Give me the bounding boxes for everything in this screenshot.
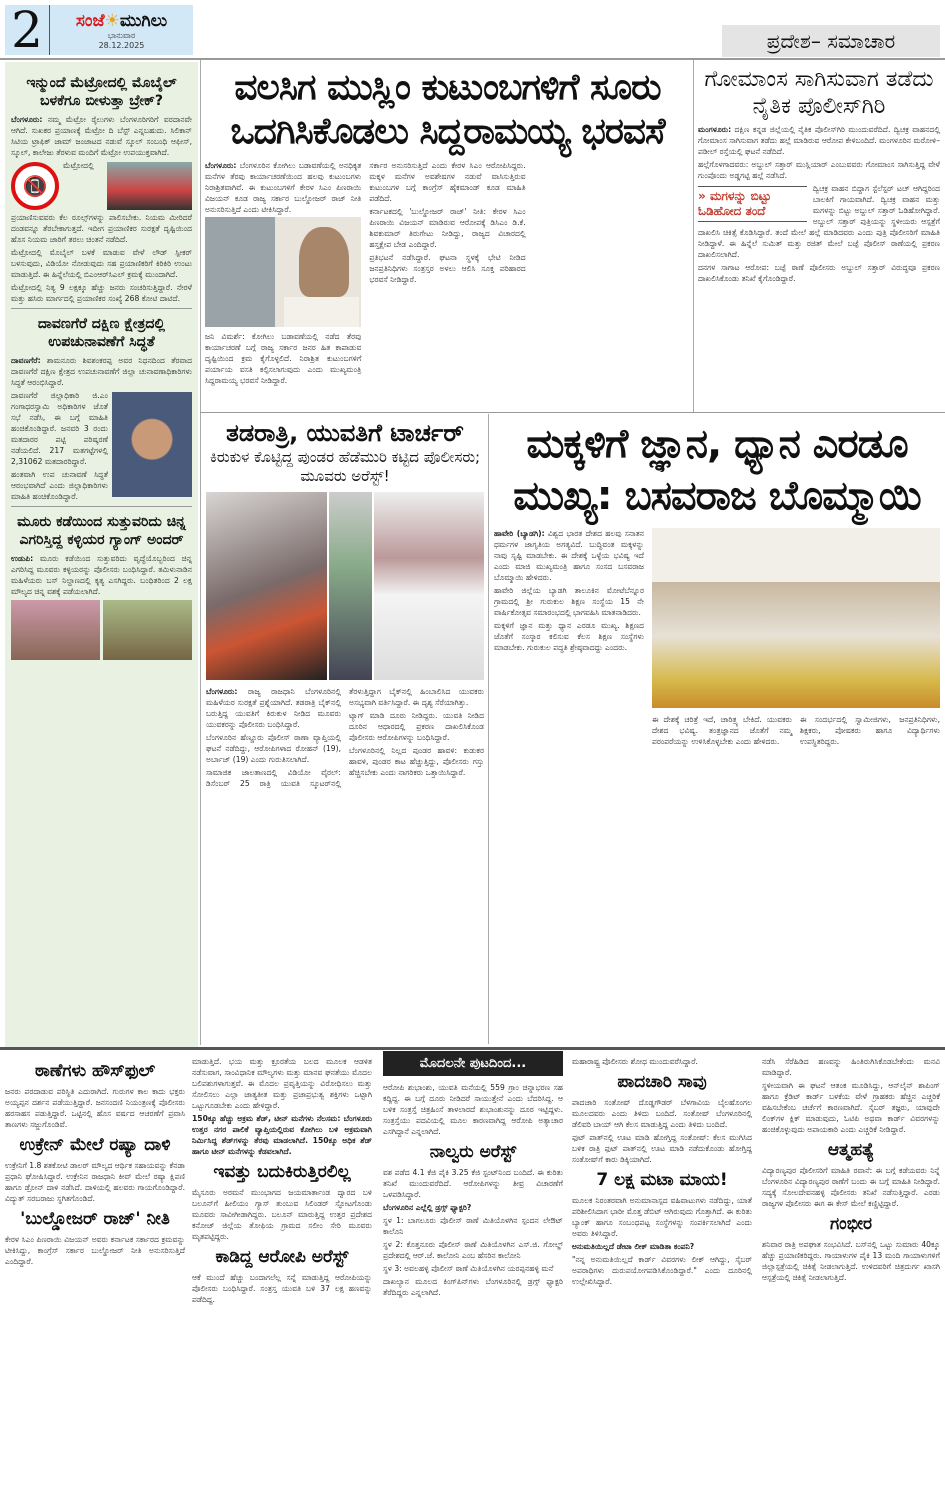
udupi-body: ಮೂರು ಕಡೆಯಿಂದ ಸುತ್ತುವರಿದು ವೃದ್ಧೆಯೊಬ್ಬರಿಂದ ಚಿನ್ನ ಎಗರಿಸಿದ್ದ ಮೂವರು ಕಳ್ಳಿಯರನ್ನು ಪೊಲೀಸರು ಬಂಧಿಸಿದ್ದಾರೆ. ತಮಿಳುನಾಡಿನ ಮಹಿಳೆಯರು ಬಸ್ ನಿಲ್ದಾಣದಲ್ಲಿ ಕೃತ್ಯ ಎಸಗಿದ್ದರು. ಬಂಧಿತರಿಂದ 2 ಲಕ್ಷ ಮೌಲ್ಯದ ಚಿನ್ನ ವಶಕ್ಕೆ ಪಡೆಯಲಾಗಿದೆ. <box>11 554 193 596</box>
bottom-col-4 <box>572 1056 752 1488</box>
harassment-body: ಬೆಂಗಳೂರಿನಲ್ಲಿ ನಿಲ್ಲದ ಪುಂಡರ ಹಾವಳಿ: ಕುಡುಕರ ಹಾವಳಿ, ಪುಂಡರ ಕಾಟ ಹೆಚ್ಚುತ್ತಿದ್ದು, ಪೊಲೀಸರು ಗಸ್ತು ಹೆಚ್ಚಿಸಬೇಕು ಎಂದು ನಾಗರಿಕರು ಒತ್ತಾಯಿಸಿದ್ದಾರೆ. <box>349 746 484 777</box>
column-divider <box>200 60 201 1045</box>
right-story-body: ದಕ್ಷಿಣ ಕನ್ನಡ ಜಿಲ್ಲೆಯಲ್ಲಿ ನೈತಿಕ ಪೊಲೀಸ್‌ಗಿರಿ ಮುಂದುವರೆದಿದೆ. ದ್ವಿಚಕ್ರ ವಾಹನದಲ್ಲಿ ಗೋಮಾಂಸ ಸಾಗಿಸುವಾಗ ತಡೆದು ಹಲ್ಲೆ ಮಾಡಿರುವ ಆರೋಪ ಕೇಳಿಬಂದಿದೆ. ಮಂಗಳೂರಿನ ಮರೋಳಿ–ಪಡೀಲ್ ರಸ್ತೆಯಲ್ಲಿ ಘಟನೆ ನಡೆದಿದೆ. <box>698 125 940 156</box>
column-divider <box>488 414 489 1044</box>
four-arrested-headline: ನಾಲ್ವರು ಅರೆಸ್ಟ್ <box>429 1142 517 1162</box>
column-divider <box>693 60 694 412</box>
cm-siddaramaiah-photo <box>205 217 361 327</box>
article-body: ವಿದ್ಯಾರಣ್ಯಪುರ ಪೊಲೀಸರಿಗೆ ಮಾಹಿತಿ ರವಾನೆ: ಈ ಬಗ್ಗೆ ಕಡೆಯವರು ನಿನ್ನೆ ಬೆಂಗಳೂರಿನ ವಿದ್ಯಾರಣ್ಯಪುರ ಠಾಣೆಗೆ ಬಂದು ಈ ಬಗ್ಗೆ ಮಾಹಿತಿ ನೀಡಿದ್ದಾರೆ. ಸದ್ಯಕ್ಕೆ ಸೋಲದೇವನಹಳ್ಳಿ ಪೊಲೀಸರು ತನಿಖೆ ನಡೆಸುತ್ತಿದ್ದಾರೆ. ಎರಡು ರಾಜ್ಯಗಳ ಪೊಲೀಸರು ಈಗ ಈ ಕೇಸ್ ಮೇಲೆ ಕಣ್ಣಿಟ್ಟಿದ್ದಾರೆ. <box>762 1166 940 1208</box>
right-story-body: ಹಲ್ಲೆಗೊಳಗಾದವರು: ಅಬ್ದುಲ್ ಸತ್ತಾರ್ ಮುಸ್ಲಿಯಾರ್ ಎಂಬುವವರು ಗೋಮಾಂಸ ಸಾಗಿಸುತ್ತಿದ್ದ ವೇಳೆ ಗುಂಪೊಂದು ಅಡ್ಡಗಟ್ಟಿ ಹಲ್ಲೆ ನಡೆಸಿದೆ. <box>698 160 940 180</box>
article-body: ನಡೆಸಿ ಸೆರೆಹಿಡಿದ ಹಣವನ್ನು ಹಿಂತಿರುಗಿಸಿಕೊಡಬೇಕೆಂದು ಮನವಿ ಮಾಡಿದ್ದಾರೆ. <box>762 1057 940 1077</box>
subheading: ಬೆಂಗಳೂರಿನ ಎಲ್ಲೆಲ್ಲಿ ಡ್ರಗ್ಸ್ ಫ್ಯಾಕ್ಟರಿ? <box>383 1203 472 1212</box>
article-body: ಮಹಾರಾಷ್ಟ್ರ ಪೊಲೀಸರು ಶೋಧ ಮುಂದುವರೆಸಿದ್ದಾರೆ. <box>572 1057 698 1066</box>
dateline: ಮಂಗಳೂರು: <box>698 125 732 134</box>
continued-banner: ಮೊದಲನೇ ಪುಟದಿಂದ... <box>383 1051 563 1076</box>
bulldozer-headline: 'ಬುಲ್ಡೋಜರ್ ರಾಜ್' ನೀತಿ <box>20 1209 170 1229</box>
list-item: ಸ್ಥಳ 2: ಕೊತ್ತನೂರು ಪೊಲೀಸ್ ಠಾಣೆ ಮಿತಿಯೊಳಗಿನ ಎಸ್.ಜಿ. ಗೋಲ್ಡ್ ಪ್ರದೇಶದಲ್ಲಿ ಆರ್.ಜೆ. ಕಾಲೋನಿ ಎಂಬ ಹೆಸರಿನ ಕಾಲೋನಿ <box>383 1240 563 1260</box>
article-body: ಆಕೆ ಮುಂದೆ ಹೆಚ್ಚು ಬಂದಾಗಲೆಲ್ಲ ಸನ್ನೆ ಮಾಡುತ್ತಿದ್ದ ಆರೋಪಿಯನ್ನು ಪೊಲೀಸರು ಬಂಧಿಸಿದ್ದಾರೆ. ಸಂತ್ರಸ್ತ ಯುವತಿ ಬಳಿ 37 ಲಕ್ಷ ಹಣವನ್ನು ಪಡೆದಿದ್ದ. <box>192 1273 372 1304</box>
accused-photos <box>11 600 192 660</box>
page-number: 2 <box>5 5 50 55</box>
bommai-headline-1: ಮಕ್ಕಳಿಗೆ ಜ್ಞಾನ, ಧ್ಯಾನ ಎರಡೂ <box>526 421 908 467</box>
bottom-col-2 <box>192 1056 372 1488</box>
bommai-body: ಈ ದೇಶಕ್ಕೆ ಚರಿತ್ರೆ ಇದೆ, ಚಾರಿತ್ರ್ಯ ಬೇಕಿದೆ. ಯುವಕರು ದೇಶದ ಭವಿಷ್ಯ. ತಂತ್ರಜ್ಞಾನದ ಜೊತೆಗೆ ನಮ್ಮ ಪರಂಪರೆಯನ್ನು ಉಳಿಸಿಕೊಳ್ಳಬೇಕು ಎಂದು ಹೇಳಿದರು. <box>652 715 792 746</box>
bottom-col-5 <box>762 1056 940 1488</box>
serious-headline: ಗಂಭೀರ <box>829 1214 873 1234</box>
article-body: ವಶ ಪಡೆದ 4.1 ಕೆಜಿ ಪೈಕಿ 3.25 ಕೆಜಿ ಸ್ಟಂಟ್‌ನಿಂದ ಬಂದಿದೆ. ಈ ಕುರಿತು ತನಿಖೆ ಮುಂದುವರೆದಿದೆ. ಆರೋಪಿಗಳನ್ನು ತೀವ್ರ ವಿಚಾರಣೆಗೆ ಒಳಪಡಿಸಿದ್ದಾರೆ. <box>383 1168 563 1199</box>
udupi-headline: ಮೂರು ಕಡೆಯಿಂದ ಸುತ್ತುವರಿದು ಚಿನ್ನ ಎಗರಿಸ್ತಿದ್ದ ಕಳ್ಳಿಯರ ಗ್ಯಾಂಗ್ ಅಂದರ್ <box>17 514 186 548</box>
pedestrian-death-headline: ಪಾದಚಾರಿ ಸಾವು <box>617 1072 707 1092</box>
harassment-subhead: ಕಿರುಕುಳ ಕೊಟ್ಟಿದ್ದ ಪುಂಡರ ಹೆಡೆಮುರಿ ಕಟ್ಟಿದ ಪೊಲೀಸರು; ಮೂವರು ಅರೆಸ್ಟ್! <box>209 448 481 485</box>
metro-headline: ಇನ್ಮುಂದೆ ಮೆಟ್ರೋದಲ್ಲಿ ಮೊಬೈಲ್ ಬಳಕೆಗೂ ಬೀಳುತ್ತಾ ಬ್ರೇಕ್? <box>26 75 177 109</box>
subheading: ಅನುಮತಿಯಿಲ್ಲದೆ ಡೇಟಾ ಲೀಕ್ ಮಾಡಿತಾ ಕಂಪನಿ? <box>572 1242 695 1251</box>
article-body: ಸ್ಥಳೀಯವಾಗಿ ಈ ಘಟನೆ ಆತಂಕ ಮೂಡಿಸಿದ್ದು, ಆನ್‌ಲೈನ್ ಶಾಪಿಂಗ್ ಹಾಗೂ ಕ್ರೆಡಿಟ್ ಕಾರ್ಡ್ ಬಳಕೆಯ ವೇಳೆ ಗ್ರಾಹಕರು ಹೆಚ್ಚಿನ ಎಚ್ಚರಿಕೆ ವಹಿಸಬೇಕೆಂಬ ಚರ್ಚೆಗೆ ಕಾರಣವಾಗಿದೆ. ಸೈಬರ್ ತಜ್ಞರು, ಯಾವುದೇ ಲಿಂಕ್‌ಗಳ ಕ್ಲಿಕ್ ಮಾಡುವುದು, ಓಟಿಪಿ ಅಥವಾ ಕಾರ್ಡ್ ವಿವರಗಳನ್ನು ಹಂಚಿಕೊಳ್ಳುವುದು ಅಪಾಯಕಾರಿ ಎಂದು ಎಚ್ಚರಿಕೆ ನೀಡಿದ್ದಾರೆ. <box>762 1081 940 1134</box>
harassment-body: ಬೆಂಗಳೂರಿನ ಹೆಣ್ಣೂರು ಪೊಲೀಸ್ ಠಾಣಾ ವ್ಯಾಪ್ತಿಯಲ್ಲಿ ಘಟನೆ ನಡೆದಿದ್ದು, ಆರೋಪಿಗಳಾದ ರೋಹನ್ (19), ಅರ್ಬಾಜ್ (19) ಎಂದು ಗುರುತಿಸಲಾಗಿದೆ. <box>206 733 341 764</box>
brand-name-a: ಸಂಜೆ <box>75 10 105 31</box>
top-story-body: ಬೆಂಗಳೂರಿನ ಕೋಗಿಲು ಬಡಾವಣೆಯಲ್ಲಿ ಅನಧಿಕೃತ ಮನೆಗಳ ತೆರವು ಕಾರ್ಯಾಚರಣೆಯಿಂದ ಹಲವು ಕುಟುಂಬಗಳು ನಿರಾಶ್ರಿತವಾಗಿವೆ. ಈ ಕುಟುಂಬಗಳಿಗೆ ಕೇರಳ ಸಿಎಂ ಪಿಣರಾಯಿ ವಿಜಯನ್ ಕೂಡ ರಾಜ್ಯ ಸರ್ಕಾರ ಬುಲ್ಡೋಜರ್ ರಾಜ್ ನೀತಿ ಅನುಸರಿಸುತ್ತಿದೆ ಎಂದು ಟೀಕಿಸಿದ್ದಾರೆ. <box>205 161 362 214</box>
davanagere-body: ಶಾಮನೂರು ಶಿವಶಂಕರಪ್ಪ ಅವರ ನಿಧನದಿಂದ ತೆರವಾದ ದಾವಣಗೆರೆ ದಕ್ಷಿಣ ಕ್ಷೇತ್ರದ ಉಪಚುನಾವಣೆಗೆ ಜಿಲ್ಲಾ ಚುನಾವಣಾಧಿಕಾರಿಗಳು ಸಿದ್ಧತೆ ಆರಂಭಿಸಿದ್ದಾರೆ. <box>11 356 192 387</box>
article-body: ಮೂಲಕ ನಿರಂತರವಾಗಿ ಅನುಮಾನಾಸ್ಪದ ವಹಿವಾಟುಗಳು ನಡೆದಿದ್ದು, ಯಾತೆ ಪರಿಶೀಲಿಸಿದಾಗ ಭಾರೀ ಮೊತ್ತ ಡೆಬಿಟ್ ಆಗಿರುವುದು ಗೊತ್ತಾಗಿದೆ. ಈ ಕುರಿತು ಬ್ಯಾಂಕ್ ಹಾಗೂ ಸಂಬಂಧಪಟ್ಟ ಸಂಸ್ಥೆಗಳನ್ನು ಸಂಪರ್ಕಿಸಲಾಗಿದೆ ಎಂದು ಅವರು ತಿಳಿಸಿದ್ದಾರೆ. <box>572 1196 752 1238</box>
official-photo <box>112 392 192 497</box>
list-item: ಸ್ಥಳ 1: ಬಾಗಲೂರು ಪೊಲೀಸ್ ಠಾಣೆ ಮಿತಿಯೊಳಗಿನ ಸ್ಪಂದನ ಲೇಔಟ್ ಕಾಲೊನಿ <box>383 1216 563 1236</box>
harassment-story <box>206 418 484 1043</box>
bommai-body: ಹಾವೇರಿ ಜಿಲ್ಲೆಯ ಬ್ಯಾಡಗಿ ತಾಲೂಕಿನ ಮೋಟೆಬೆನ್ನೂರ ಗ್ರಾಮದಲ್ಲಿ ಶ್ರೀ ಗುರುಕುಲ ಶಿಕ್ಷಣ ಸಂಸ್ಥೆಯ 15 ನೇ ವಾರ್ಷಿಕೋತ್ಸವ ಸಮಾರಂಭದಲ್ಲಿ ಭಾಗವಹಿಸಿ ಮಾತನಾಡಿದರು. <box>494 586 644 617</box>
davanagere-headline: ದಾವಣಗೆರೆ ದಕ್ಷಿಣ ಕ್ಷೇತ್ರದಲ್ಲಿ ಉಪಚುನಾವಣೆಗೆ ಸಿದ್ಧತೆ <box>37 316 166 350</box>
bommai-headline-2: ಮುಖ್ಯ: ಬಸವರಾಜ ಬೊಮ್ಮಾಯಿ <box>513 473 921 519</box>
section-label: ಪ್ರದೇಶ– ಸಮಾಚಾರ <box>722 25 940 57</box>
top-story-body: ಕರ್ನಾಟಕದಲ್ಲಿ 'ಬುಲ್ಡೋಜರ್ ರಾಜ್' ನೀತಿ: ಕೇರಳ ಸಿಎಂ ಪಿಣರಾಯಿ ವಿಜಯನ್ ಮಾಡಿರುವ ಆರೋಪಕ್ಕೆ ಡಿಸಿಎಂ ಡಿ.ಕೆ. ಶಿವಕುಮಾರ್ ತಿರುಗೇಟು ನೀಡಿದ್ದು, ರಾಜ್ಯದ ವಿಚಾರದಲ್ಲಿ ಹಸ್ತಕ್ಷೇಪ ಬೇಡ ಎಂದಿದ್ದಾರೆ. <box>369 207 526 249</box>
top-story <box>205 66 690 411</box>
top-story-body: ಜನಿ ವಿಮರ್ಶೆ: ಕೋಗಿಲು ಬಡಾವಣೆಯಲ್ಲಿ ನಡೆದ ತೆರವು ಕಾರ್ಯಾಚರಣೆ ಬಗ್ಗೆ ರಾಜ್ಯ ಸರ್ಕಾರ ಜನರ ಹಿತ ಕಾಪಾಡುವ ದೃಷ್ಟಿಯಿಂದ ಕ್ರಮ ಕೈಗೊಳ್ಳಲಿದೆ. ನಿರಾಶ್ರಿತ ಕುಟುಂಬಗಳಿಗೆ ಪರ್ಯಾಯ ವಸತಿ ಕಲ್ಪಿಸಲಾಗುವುದು ಎಂದು ಮುಖ್ಯಮಂತ್ರಿ ಸಿದ್ದರಾಮಯ್ಯ ಭರವಸೆ ನೀಡಿದ್ದಾರೆ. <box>205 332 362 385</box>
event-photo <box>652 528 940 708</box>
right-story-body: ದನಗಳ ಸಾಗಾಟ ಆರೋಪ: ಬಜ್ಪೆ ಠಾಣೆ ಪೊಲೀಸರು ಅಬ್ದುಲ್ ಸತ್ತಾರ್ ವಿರುದ್ಧವೂ ಪ್ರಕರಣ ದಾಖಲಿಸಿಕೊಂಡು ತನಿಖೆ ಕೈಗೊಂಡಿದ್ದಾರೆ. <box>698 263 940 283</box>
top-story-headline-1: ವಲಸಿಗ ಮುಸ್ಲಿಂ ಕುಟುಂಬಗಳಿಗೆ ಸೂರು <box>234 67 661 108</box>
article-body: ಉಕ್ರೇನಿಗೆ 1.8 ಶತಕೋಟಿ ಡಾಲರ್ ಮೌಲ್ಯದ ಆರ್ಥಿಕ ಸಹಾಯವನ್ನು ಕೆನಡಾ ಪ್ರಧಾನಿ ಘೋಷಿಸಿದ್ದಾರೆ. ಉಕ್ರೇನಿನ ರಾಜಧಾನಿ ಕೀವ್ ಮೇಲೆ ರಷ್ಯಾ ಕ್ಷಿಪಣಿ ಹಾಗೂ ಡ್ರೋನ್ ದಾಳಿ ನಡೆಸಿದೆ. ದಾಳಿಯಲ್ಲಿ ಹಲವರು ಗಾಯಗೊಂಡಿದ್ದಾರೆ. ವಿದ್ಯುತ್ ಸರಬರಾಜು ಸ್ಥಗಿತಗೊಂಡಿದೆ. <box>5 1161 185 1203</box>
metro-body: ನಮ್ಮ ಮೆಟ್ರೋ ರೈಲುಗಳು ಬೆಂಗಳೂರಿಗರಿಗೆ ವರದಾನವೇ ಆಗಿದೆ. ಸುಖಕರ ಪ್ರಯಾಣಕ್ಕೆ ಮೆಟ್ರೋ ದಿ ಬೆಸ್ಟ್ ಎನ್ನಬಹುದು. ಸಿಲಿಕಾನ್ ಸಿಟಿಯ ಟ್ರಾಫಿಕ್ ಜಾಮ್ ಜಂಜಾಟದ ನಡುವೆ ಸ್ಕೂಲ್ ಸಂಬಂಧಿ ಆಫೀಸ್, ಸ್ಕೂಲ್, ಕಾಲೇಜು ತೆರಳುವ ಮಂದಿಗೆ ಮೆಟ್ರೋ ಉಪಯುಕ್ತವಾಗಿದೆ. <box>11 115 192 157</box>
harassment-headline: ತಡರಾತ್ರಿ, ಯುವತಿಗೆ ಟಾರ್ಚರ್ <box>226 419 464 447</box>
article-body: ಮಾಡುತ್ತಿದೆ. ಭಯ ಮತ್ತು ಕ್ರೂರತೆಯ ಬಲದ ಮೂಲಕ ಆಡಳಿತ ನಡೆಸುವಾಗ, ಸಾಂವಿಧಾನಿಕ ಮೌಲ್ಯಗಳು ಮತ್ತು ಮಾನವ ಘನತೆಯು ಮೊದಲ ಬಲಿಪಶುಗಳಾಗುತ್ತವೆ. ಈ ಮೊದಲ ಪ್ರವೃತ್ತಿಯನ್ನು ವಿರೋಧಿಸಲು ಮತ್ತು ಸೋಲಿಸಲು ಎಲ್ಲಾ ಜಾತ್ಯತೀತ ಮತ್ತು ಪ್ರಜಾಪ್ರಭುತ್ವ ಶಕ್ತಿಗಳು ಒಟ್ಟಾಗಿ ಒಟ್ಟುಗೂಡಬೇಕು ಎಂದು ಹೇಳಿದ್ದಾರೆ. <box>192 1057 372 1110</box>
ukraine-headline: ಉಕ್ರೇನ್ ಮೇಲೆ ರಷ್ಯಾ ದಾಳಿ <box>19 1135 171 1155</box>
right-story-body: ದ್ವಿಚಕ್ರ ವಾಹನ ಬಿದ್ದಾಗ ಸ್ಟೆಲೆಸ್ಟರ್ ಟಚ್ ಆಗಿದ್ದರಿಂದ ಬಾಲಕಿಗೆ ಗಾಯವಾಗಿದೆ. ದ್ವಿಚಕ್ರ ವಾಹನ ಮತ್ತು ಮಗಳನ್ನು ಬಿಟ್ಟು ಅಬ್ದುಲ್ ಸತ್ತಾರ್ ಓಡಿಹೋಗಿದ್ದಾರೆ. ಅಬ್ದುಲ್ ಸತ್ತಾರ್ ಪುತ್ರಿಯನ್ನು ಸ್ಥಳೀಯರು ಆಸ್ಪತ್ರೆಗೆ ದಾಖಲಿಸಿ ಚಿಕಿತ್ಸೆ ಕೊಡಿಸಿದ್ದಾರೆ. ತಂದೆ ಮೇಲೆ ಹಲ್ಲೆ ಮಾಡಿದವರು ಎಂದು ಪುತ್ರಿ ಪೊಲೀಸರಿಗೆ ಮಾಹಿತಿ ನೀಡಿದ್ದಾಳೆ. ಈ ಹಿನ್ನೆಲೆ ಸುಮಿತ್ ಮತ್ತು ರಜಿತ್ ಮೇಲೆ ಬಜ್ಪೆ ಪೊಲೀಸ್ ಠಾಣೆಯಲ್ಲಿ ಪ್ರಕರಣ ದಾಖಲಿಸಲಾಗಿದೆ. <box>698 184 940 259</box>
stations-housefull-headline: ಠಾಣೆಗಳು ಹೌಸ್‌ಫುಲ್ <box>34 1061 156 1081</box>
harassment-body: ಸಾಮಾಜಿಕ ಜಾಲತಾಣದಲ್ಲಿ ವಿಡಿಯೋ ವೈರಲ್: ಡಿಸೆಂಬರ್ 25 ರಾತ್ರಿ ಯುವತಿ ಸ್ಕೂಟರ್‌ನಲ್ಲಿ ತೆರಳುತ್ತಿದ್ದಾಗ ಬೈಕ್‌ನಲ್ಲಿ ಹಿಂಬಾಲಿಸಿದ ಯುವಕರು ಅಸಭ್ಯವಾಗಿ ವರ್ತಿಸಿದ್ದಾರೆ. ಈ ದೃಶ್ಯ ಸೆರೆಯಾಗಿತ್ತು. <box>206 687 484 788</box>
top-story-body: ಪ್ರತಿಭಟನೆ ನಡೆಸಿದ್ದಾರೆ. ಘಟನಾ ಸ್ಥಳಕ್ಕೆ ಭೇಟಿ ನೀಡಿದ ಜನಪ್ರತಿನಿಧಿಗಳು ಸಂತ್ರಸ್ತರ ಅಳಲು ಆಲಿಸಿ ಸೂಕ್ತ ಪರಿಹಾರದ ಭರವಸೆ ನೀಡಿದ್ದಾರೆ. <box>369 253 526 284</box>
right-story <box>698 66 940 411</box>
bottom-col-1 <box>5 1056 185 1488</box>
article-body: ಜನರು ಪರದಾಡುವ ಪರಿಸ್ಥಿತಿ ಎದುರಾಗಿದೆ. ಗುರುಗಳ ಕಾಲ ಕಾದು ಭಕ್ತರು ಅಯ್ಯಪ್ಪನ ದರ್ಶನ ಪಡೆಯುತ್ತಿದ್ದಾರೆ. ಜನಸಂದಣಿ ನಿಯಂತ್ರಣಕ್ಕೆ ಪೊಲೀಸರು ಹರಸಾಹಸ ಪಡುತ್ತಿದ್ದಾರೆ. ಒಟ್ಟಿನಲ್ಲಿ ಹೊಸ ವರ್ಷದ ಆಚರಣೆಗೆ ಪ್ರವಾಸಿ ತಾಣಗಳು ಸಜ್ಜುಗೊಂಡಿವೆ. <box>5 1087 185 1129</box>
chevron-icon: » <box>698 189 710 203</box>
dateline: ಬೆಂಗಳೂರು: <box>205 161 237 170</box>
bommai-body: ಮಕ್ಕಳಿಗೆ ಜ್ಞಾನ ಮತ್ತು ಧ್ಯಾನ ಎರಡೂ ಮುಖ್ಯ. ಶಿಕ್ಷಣದ ಜೊತೆಗೆ ಸಂಸ್ಕಾರ ಕಲಿಸುವ ಕೆಲಸ ಶಿಕ್ಷಣ ಸಂಸ್ಥೆಗಳು ಮಾಡಬೇಕು. ಗುರುಕುಲ ಪದ್ಧತಿ ಶ್ರೇಷ್ಠವಾದದ್ದು ಎಂದರು. <box>494 621 644 652</box>
newspaper-logo <box>50 11 193 50</box>
harassment-photo <box>206 492 484 680</box>
subhead-callout <box>698 186 807 222</box>
section-divider <box>0 1047 945 1050</box>
article-body: ದಾಖಲ್ಯಾನ ಮೂಲದ ಕಿಂಗ್‌ಪಿನ್‌ಗಳು ಬೆಂಗಳೂರಿನಲ್ಲಿ ಡ್ರಗ್ಸ್ ಫ್ಯಾಕ್ಟರಿ ತೆರೆದಿದ್ದರು ಎನ್ನಲಾಗಿದೆ. <box>383 1277 563 1297</box>
issue-date: 28.12.2025 <box>98 40 145 50</box>
alive-headline: ಇವತ್ತು ಬದುಕಿರುತ್ತಿರಲಿಲ್ಲ <box>213 1162 351 1182</box>
davanagere-body: ದಾವಣಗೆರೆ ಜಿಲ್ಲಾಧಿಕಾರಿ ಜಿ.ಎಂ ಗಂಗಾಧರಸ್ವಾಮಿ ಅಧಿಕಾರಿಗಳ ಜೊತೆ ಸಭೆ ನಡೆಸಿ, ಈ ಬಗ್ಗೆ ಮಾಹಿತಿ ಹಂಚಿಕೊಂಡಿದ್ದಾರೆ. ಜನವರಿ 3 ರಂದು ಮತದಾರರ ಪಟ್ಟಿ ಪರಿಷ್ಕರಣೆ ನಡೆಯಲಿದೆ. 217 ಮತಗಟ್ಟೆಗಳಲ್ಲಿ 2,31062 ಮತದಾರರಿದ್ದಾರೆ. <box>11 391 108 466</box>
dateline: ದಾವಣಗೆರೆ: <box>11 356 41 365</box>
left-column <box>5 62 198 1047</box>
list-item: ಸ್ಥಳ 3: ಅವಲಹಳ್ಳಿ ಪೊಲೀಸ್ ಠಾಣೆ ಮಿತಿಯೊಳಗಿನ ಯರಪ್ಪನಹಳ್ಳಿ ಮನೆ <box>383 1264 554 1273</box>
article-body: ಮೈಸೂರು ಅರಮನೆ ಮುಂಭಾಗದ ಜಯಮಾರ್ತಾಂಡ ದ್ವಾರದ ಬಳಿ ಬಲೂನ್‌ಗೆ ಹೀಲಿಯಂ ಗ್ಯಾಸ್ ತುಂಬುವ ಸಿಲಿಂಡರ್ ಸ್ಫೋಟಗೊಂಡು ಮೂವರು ಸಾವೀಗೀಡಾಗಿದ್ದರು. ಬಲೂನ್ ಮಾರುತ್ತಿದ್ದ ಉತ್ತರ ಪ್ರದೇಶದ ಕನೋಜ್ ಜಿಲ್ಲೆಯ ತೋಫಿಯ ಗ್ರಾಮದ ಸಲೀಂ ಸೇರಿ ಮೂವರು ಮೃತಪಟ್ಟಿದ್ದರು. <box>192 1188 372 1241</box>
article-body: ಆರೋಪಿ ಶುಭಾಂಶು, ಯುವತಿ ಮನೆಯಲ್ಲಿ 559 ಗ್ರಾಂ ಚಿನ್ನಾಭರಣ ಸಹ ಕದ್ದಿದ್ದ. ಈ ಬಗ್ಗೆ ದೂರು ನೀಡಿದರೆ ಸಾಯುತ್ತೇನೆ ಎಂದು ಬೆದರಿಸಿದ್ದ. ಆ ಬಳಿಕ ಸಂತ್ರಸ್ತೆ ಚಿತ್ರಹಿಂಸೆ ತಾಳಲಾರದೆ ಶುಭಾಂಶುನನ್ನು ದೂರ ಇಟ್ಟಿದ್ದಳು. ಸಂತ್ರಸ್ತೆಯು ಪದವಿಯಲ್ಲಿ ಮೂಲ ಕಾರಣವಾಗಿದ್ದ ಆರೋಪಿ ಅತ್ಯಾಚಾರ ಎಸಗಿದ್ದಾನೆ ಎನ್ನಲಾಗಿದೆ. <box>383 1083 563 1136</box>
seven-lakh-headline: 7 ಲಕ್ಷ ಮಟಾ ಮಾಯ! <box>596 1170 728 1190</box>
article-body: ಪಾದಚಾರಿ ಸಂತೋಷ್ ದೊಡ್ಡಗೌಡರ್ ಬೆಳಗಾವಿಯ ಬೈಲಹೊಂಗಲ ಮೂಲದವರು ಎಂದು ತಿಳಿದು ಬಂದಿದೆ. ಸಂತೋಷ್ ಬೆಂಗಳೂರಿನಲ್ಲಿ ಡೆಲಿವರಿ ಬಾಯ್ ಆಗಿ ಕೆಲಸ ಮಾಡುತ್ತಿದ್ದ ಎಂದು ತಿಳಿದು ಬಂದಿದೆ. <box>572 1098 752 1129</box>
callout-text: ಮಗಳನ್ನು ಬಿಟ್ಟು ಓಡಿಹೋದ ತಂದೆ <box>698 189 772 218</box>
metro-body: ಮೆಟ್ರೋದಲ್ಲಿ ನಿತ್ಯ 9 ಲಕ್ಷಕ್ಕೂ ಹೆಚ್ಚು ಜನರು ಸಂಚರಿಸುತ್ತಿದ್ದಾರೆ. ನೇರಳೆ ಮತ್ತು ಹಸಿರು ಮಾರ್ಗದಲ್ಲಿ ಪ್ರಯಾಣಿಕರ ಸಂಖ್ಯೆ 268 ಕೋಟಿ ದಾಟಿದೆ. <box>11 283 192 303</box>
brand-name-b: ಮುಗಿಲು <box>119 10 168 31</box>
bommai-story <box>494 418 940 1043</box>
metro-body: ಮೆಟ್ರೋದಲ್ಲಿ ಮೊಬೈಲ್ ಬಳಕೆ ಮಾಡುವ ವೇಳೆ ಲೌಡ್ ಸ್ಪೀಕರ್ ಬಳಸುವುದು, ವಿಡಿಯೋ ನೋಡುವುದು ಸಹ ಪ್ರಯಾಣಿಕರಿಗೆ ಕಿರಿಕಿರಿ ಉಂಟು ಮಾಡುತ್ತಿದೆ. ಈ ಹಿನ್ನೆಲೆಯಲ್ಲಿ ಬಿಎಂಆರ್‌ಸಿಎಲ್ ಕ್ರಮಕ್ಕೆ ಮುಂದಾಗಿದೆ. <box>11 248 192 279</box>
accused-arrest-headline: ಕಾಡಿದ್ದ ಆರೋಪಿ ಅರೆಸ್ಟ್ <box>215 1247 349 1267</box>
top-story-headline-2: ಒದಗಿಸಿಕೊಡಲು ಸಿದ್ದರಾಮಯ್ಯ ಭರವಸೆ <box>230 111 665 152</box>
sun-icon: ☀ <box>104 10 120 31</box>
masthead <box>5 5 193 55</box>
article-body: "ನನ್ನ ಅನುಮತಿಯಿಲ್ಲದೆ ಕಾರ್ಡ್ ವಿವರಗಳು ಲೀಕ್ ಆಗಿದ್ದು, ಸೈಬರ್ ಅಪರಾಧಿಗಳು ದುರುಪಯೋಗಪಡಿಸಿಕೊಂಡಿದ್ದಾರೆ." ಎಂದು ದೂರಿನಲ್ಲಿ ಉಲ್ಲೇಖಿಸಿದ್ದಾರೆ. <box>572 1255 752 1286</box>
davanagere-body: ಹಂತವಾಗಿ ಉಪ ಚುನಾವಣೆ ಸಿದ್ಧತೆ ಆರಂಭವಾಗಿದೆ ಎಂದು ಜಿಲ್ಲಾಧಿಕಾರಿಗಳು ಮಾಹಿತಿ ಹಂಚಿಕೊಂಡಿದ್ದಾರೆ. <box>11 470 108 501</box>
article-body: 150ಕ್ಕೂ ಹೆಚ್ಚು ಅಕ್ರಮ ಶೆಡ್, ಟೀನ್ ಮನೆಗಳು ನೆಲಸಮ: ಬೆಂಗಳೂರು ಉತ್ತರ ನಗರ ಪಾಲಿಕೆ ವ್ಯಾಪ್ತಿಯಲ್ಲಿರುವ ಕೋಗಿಲು ಬಳಿ ಅಕ್ರಮವಾಗಿ ನಿರ್ಮಿಸಿದ್ದ ಶೆಡ್‌ಗಳನ್ನು ತೆರವು ಮಾಡಲಾಗಿದೆ. 150ಕ್ಕೂ ಅಧಿಕ ಶೆಡ್ ಹಾಗೂ ಟೀನ್ ಮನೆಗಳನ್ನು ಕೆಡವಲಾಗಿದೆ. <box>192 1114 372 1156</box>
article-body: ಶನಿವಾರ ರಾತ್ರಿ ಅಪಘಾತ ಸಂಭವಿಸಿದೆ. ಬಸ್‌ನಲ್ಲಿ ಒಟ್ಟು ಸುಮಾರು 40ಕ್ಕೂ ಹೆಚ್ಚು ಪ್ರಯಾಣಿಕರಿದ್ದರು. ಗಾಯಾಳುಗಳ ಪೈಕಿ 13 ಮಂದಿ ಗಾಯಾಳುಗಳಿಗೆ ಜಿಲ್ಲಾಸ್ಪತ್ರೆಯಲ್ಲಿ ಚಿಕಿತ್ಸೆ ನೀಡಲಾಗುತ್ತಿದೆ. ಉಳಿದವರಿಗೆ ಚಿತ್ರದುರ್ಗ ಖಾಸಗಿ ಆಸ್ಪತ್ರೆಯಲ್ಲಿ ಚಿಕಿತ್ಸೆ ನೀಡಲಾಗುತ್ತಿದೆ. <box>762 1240 940 1282</box>
bommai-body: ವಿಶ್ವದ ಭಾರತ ದೇಶದ ಹಲವು ಸನಾತನ ಧರ್ಮಗಳ ಜಾಗೃತಿಯ ಅಗತ್ಯವಿದೆ. ಬುದ್ಧಿವಂತ ಮಕ್ಕಳನ್ನು ನಾವು ಸೃಷ್ಟಿ ಮಾಡಬೇಕು. ಈ ದೇಶಕ್ಕೆ ಒಳ್ಳೆಯ ಭವಿಷ್ಯ ಇದೆ ಎಂದು ಮಾಜಿ ಮುಖ್ಯಮಂತ್ರಿ ಹಾಗೂ ಸಂಸದ ಬಸವರಾಜ ಬೊಮ್ಮಾಯಿ ಹೇಳಿದರು. <box>494 529 644 582</box>
header-divider <box>0 58 945 60</box>
suicide-headline: ಆತ್ಮಹತ್ಯೆ <box>827 1140 875 1160</box>
dateline: ಬೆಂಗಳೂರು: <box>206 687 238 696</box>
bottom-col-3 <box>383 1051 563 1488</box>
right-story-headline: ಗೋಮಾಂಸ ಸಾಗಿಸುವಾಗ ತಡೆದು ನೈತಿಕ ಪೊಲೀಸ್‌ಗಿರಿ <box>704 67 934 119</box>
bommai-body: ಈ ಸಂದರ್ಭದಲ್ಲಿ ಸ್ವಾಮೀಜಿಗಳು, ಜನಪ್ರತಿನಿಧಿಗಳು, ಶಿಕ್ಷಕರು, ಪೋಷಕರು ಹಾಗೂ ವಿದ್ಯಾರ್ಥಿಗಳು ಉಪಸ್ಥಿತರಿದ್ದರು. <box>800 715 940 746</box>
article-body: ಫುಟ್ ಪಾತ್‌ನಲ್ಲಿ ಊಟ ಮಾಡಿ ಹೋಗ್ತಿದ್ದ ಸಂತೋಷ್: ಕೆಲಸ ಮುಗಿಸಿದ ಬಳಿಕ ರಾತ್ರಿ ಫುಟ್ ಪಾತ್‌ನಲ್ಲಿ ಊಟ ಮಾಡಿ ನಡೆದುಕೊಂಡು ಹೋಗ್ತಿದ್ದ ಸಂತೋಷ್‌ಗೆ ಕಾರು ಡಿಕ್ಕಿಯಾಗಿದೆ. <box>572 1133 752 1164</box>
divider <box>200 412 945 413</box>
dateline: ಉಡುಪಿ: <box>11 554 34 563</box>
dateline: ಬೆಂಗಳೂರು: <box>11 115 43 124</box>
metro-train-image <box>107 162 192 210</box>
dateline: ಹಾವೇರಿ (ಬ್ಯಾಡಗಿ): <box>494 529 545 538</box>
metro-body: ಮೆಟ್ರೋದಲ್ಲಿ ಪ್ರಯಾಣಿಸುವವರು ಕೆಲ ರೂಲ್ಸ್‌ಗಳನ್ನು ಪಾಲಿಸಬೇಕು. ನಿಯಮ ಮೀರಿದರೆ ದಂಡವನ್ನೂ ತೆರಬೇಕಾಗುತ್ತದೆ. ಇದೀಗ ಪ್ರಯಾಣಿಕರ ಸುರಕ್ಷತೆ ದೃಷ್ಟಿಯಿಂದ ಹೊಸ ನಿಯಮ ಜಾರಿಗೆ ತರಲು ಚಿಂತನೆ ನಡೆದಿದೆ. <box>11 161 192 244</box>
issue-day: ಭಾನುವಾರ <box>107 30 136 40</box>
top-story-body: ಸರ್ಕಾರ ಅನುಸರಿಸುತ್ತಿದೆ ಎಂದು ಕೇರಳ ಸಿಎಂ ಆರೋಪಿಸಿದ್ದರು. ಮಕ್ಕಳ ಮನೆಗಳ ಅವಶೇಷಗಳ ನಡುವೆ ವಾಸಿಸುತ್ತಿರುವ ಕುಟುಂಬಗಳ ಬಗ್ಗೆ ಕಾಂಗ್ರೆಸ್ ಹೈಕಮಾಂಡ್ ಕೂಡ ಮಾಹಿತಿ ಪಡೆದಿದೆ. <box>369 161 526 203</box>
harassment-body: ರಾಜ್ಯ ರಾಜಧಾನಿ ಬೆಂಗಳೂರಿನಲ್ಲಿ ಮಹಿಳೆಯರ ಸುರಕ್ಷತೆ ಪ್ರಶ್ನೆಯಾಗಿದೆ. ತಡರಾತ್ರಿ ಬೈಕ್‌ನಲ್ಲಿ ಬರುತ್ತಿದ್ದ ಯುವತಿಗೆ ಕಿರುಕುಳ ನೀಡಿದ ಮೂವರು ಯುವಕರನ್ನು ಪೊಲೀಸರು ಬಂಧಿಸಿದ್ದಾರೆ. <box>206 687 342 729</box>
no-phone-sign-image: 📵 <box>11 162 59 210</box>
harassment-body: ಟ್ಯಾಗ್ ಮಾಡಿ ದೂರು ನೀಡಿದ್ದರು. ಯುವತಿ ನೀಡಿದ ದೂರಿನ ಆಧಾರದಲ್ಲಿ ಪ್ರಕರಣ ದಾಖಲಿಸಿಕೊಂಡ ಪೊಲೀಸರು ಆರೋಪಿಗಳನ್ನು ಬಂಧಿಸಿದ್ದಾರೆ. <box>349 711 484 742</box>
article-body: ಕೇರಳ ಸಿಎಂ ಪಿಣರಾಯಿ ವಿಜಯನ್ ಅವರು ಕರ್ನಾಟಕ ಸರ್ಕಾರದ ಕ್ರಮವನ್ನು ಟೀಕಿಸಿದ್ದು, ಕಾಂಗ್ರೆಸ್ ಸರ್ಕಾರ ಬುಲ್ಡೋಜರ್ ನೀತಿ ಅನುಸರಿಸುತ್ತಿದೆ ಎಂದಿದ್ದಾರೆ. <box>5 1235 185 1266</box>
